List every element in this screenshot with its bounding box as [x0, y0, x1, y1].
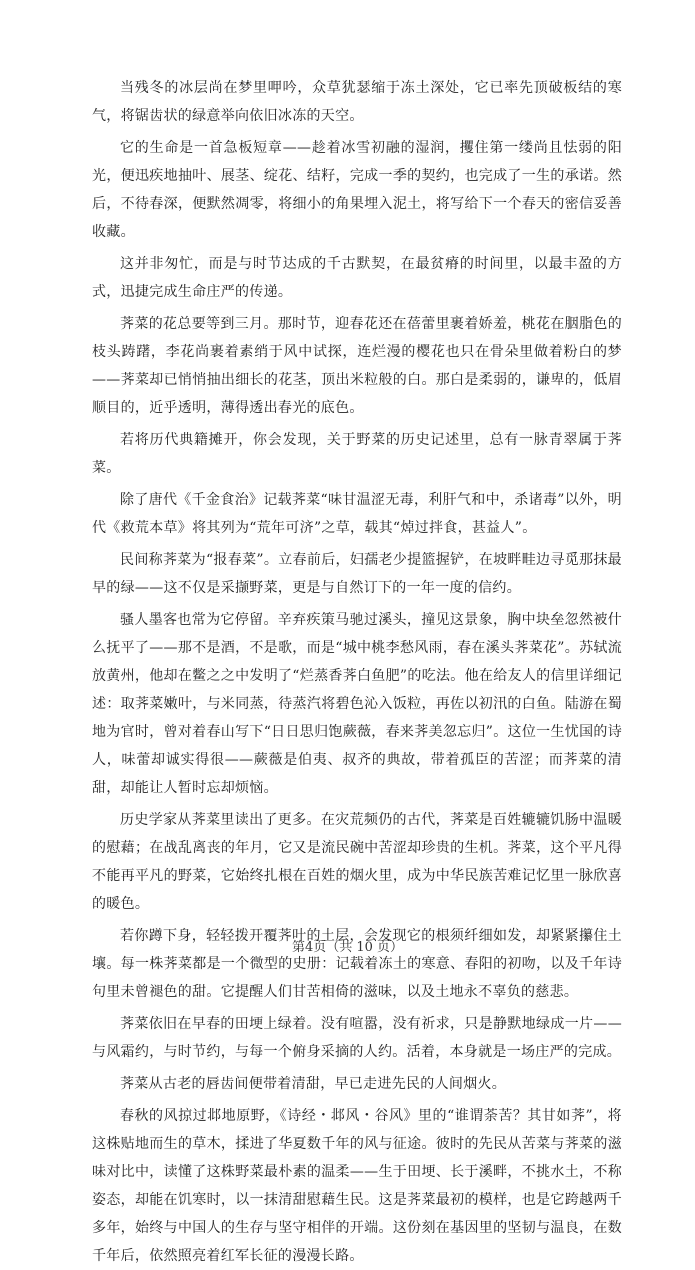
paragraph: 若将历代典籍摊开，你会发现，关于野菜的历史记述里，总有一脉青翠属于荠菜。: [92, 432, 622, 476]
paragraph: 春秋的风掠过邶地原野，《诗经・邶风・谷风》里的“谁谓荼苦？其甘如荠”，将这株贴地而生的草木，揉进了华夏数千年的风与征途。彼时的先民从苦菜与荠菜的滋味对比中，读懂了这株野菜最朴素的温柔——生于田埂、长于溪畔，不挑水土，不称姿态，却能在饥寒时，以一抹清甜慰藉生民。这是荠菜最初的模样，也是它跨越两千多年，始终与中国人的生存与坚守相伴的开端。这份刻在基因里的坚韧与温良，在数千年后，依然照亮着红军长征的漫漫长路。: [92, 1108, 622, 1264]
paragraph: 历史学家从荠菜里读出了更多。在灾荒频仍的古代，荠菜是百姓辘辘饥肠中温暖的慰藉；在战乱离丧的年月，它又是流民碗中苦涩却珍贵的生机。荠菜，这个平凡得不能再平凡的野菜，它始终扎根在百姓的烟火里，成为中华民族苦难记忆里一脉欣喜的暖色。: [92, 812, 622, 912]
paragraph: 荠菜的花总要等到三月。那时节，迎春花还在蓓蕾里裹着娇羞，桃花在胭脂色的枝头踌躇，李花尚裹着素绡于风中试探，连烂漫的樱花也只在骨朵里做着粉白的梦——荠菜却已悄悄抽出细长的花茎，顶出米粒般的白。那白是柔弱的，谦卑的，低眉顺目的，近乎透明，薄得透出春光的底色。: [92, 316, 622, 416]
paragraph: 这并非匆忙，而是与时节达成的千古默契，在最贫瘠的时间里，以最丰盈的方式，迅捷完成生命庄严的传递。: [92, 256, 622, 300]
paragraph: 它的生命是一首急板短章——趁着冰雪初融的湿润，攫住第一缕尚且怯弱的阳光，便迅疾地抽叶、展茎、绽花、结籽，完成一季的契约，也完成了一生的承诺。然后，不待春深，便默然凋零，将细小的角果埋入泥土，将写给下一个春天的密信妥善收藏。: [92, 140, 622, 240]
paragraph: 荠菜从古老的唇齿间便带着清甜，早已走进先民的人间烟火。: [120, 1076, 507, 1092]
paragraph: 民间称荠菜为“报春菜”。立春前后，妇孺老少提篮握铲，在坡畔畦边寻觅那抹最早的绿——这不仅是采撷野菜，更是与自然订下的一年一度的信约。: [92, 552, 622, 596]
paragraph: 骚人墨客也常为它停留。辛弃疾策马驰过溪头，撞见这景象，胸中块垒忽然被什么抚平了——那不是酒，不是歌，而是“城中桃李愁风雨，春在溪头荠菜花”。苏轼流放黄州，他却在鳖之之中发明了“烂蒸香荠白鱼肥”的吃法。他在给友人的信里详细记述：取荠菜嫩叶，与米同蒸，待蒸汽将碧色沁入饭粒，再佐以初汛的白鱼。陆游在蜀地为官时，曾对着春山写下“日日思归饱蕨薇，春来荠美忽忘归”。这位一生忧国的诗人，味蕾却诚实得很——蕨薇是伯夷、叔齐的典故，带着孤臣的苦涩；而荠菜的清甜，却能让人暂时忘却烦恼。: [92, 612, 622, 796]
article-body: [92, 74, 622, 1270]
paragraph: 荠菜依旧在早春的田埂上绿着。没有喧嚣，没有祈求，只是静默地绿成一片——与风霜约，与时节约，与每一个俯身采摘的人约。活着，本身就是一场庄严的完成。: [92, 1016, 622, 1060]
paragraph: 除了唐代《千金食治》记载荠菜“味甘温涩无毒，利肝气和中，杀诸毒”以外，明代《救荒本草》将其列为“荒年可济”之草，载其“焯过拌食，甚益人”。: [92, 492, 622, 536]
paragraph: 若你蹲下身，轻轻拨开覆荠叶的土层，会发现它的根须纤细如发，却紧紧攥住土壤。每一株荠菜都是一个微型的史册：记载着冻土的寒意、春阳的初吻，以及千年诗句里未曾褪色的甜。它提醒人们甘苦相倚的滋味，以及土地永不辜负的慈悲。: [92, 928, 622, 1000]
page-number-footer: 第4页（共 10 页）: [291, 940, 404, 955]
paragraph: 当残冬的冰层尚在梦里呷吟，众草犹瑟缩于冻土深处，它已率先顶破板结的寒气，将锯齿状的绿意举向依旧冰冻的天空。: [92, 80, 622, 124]
